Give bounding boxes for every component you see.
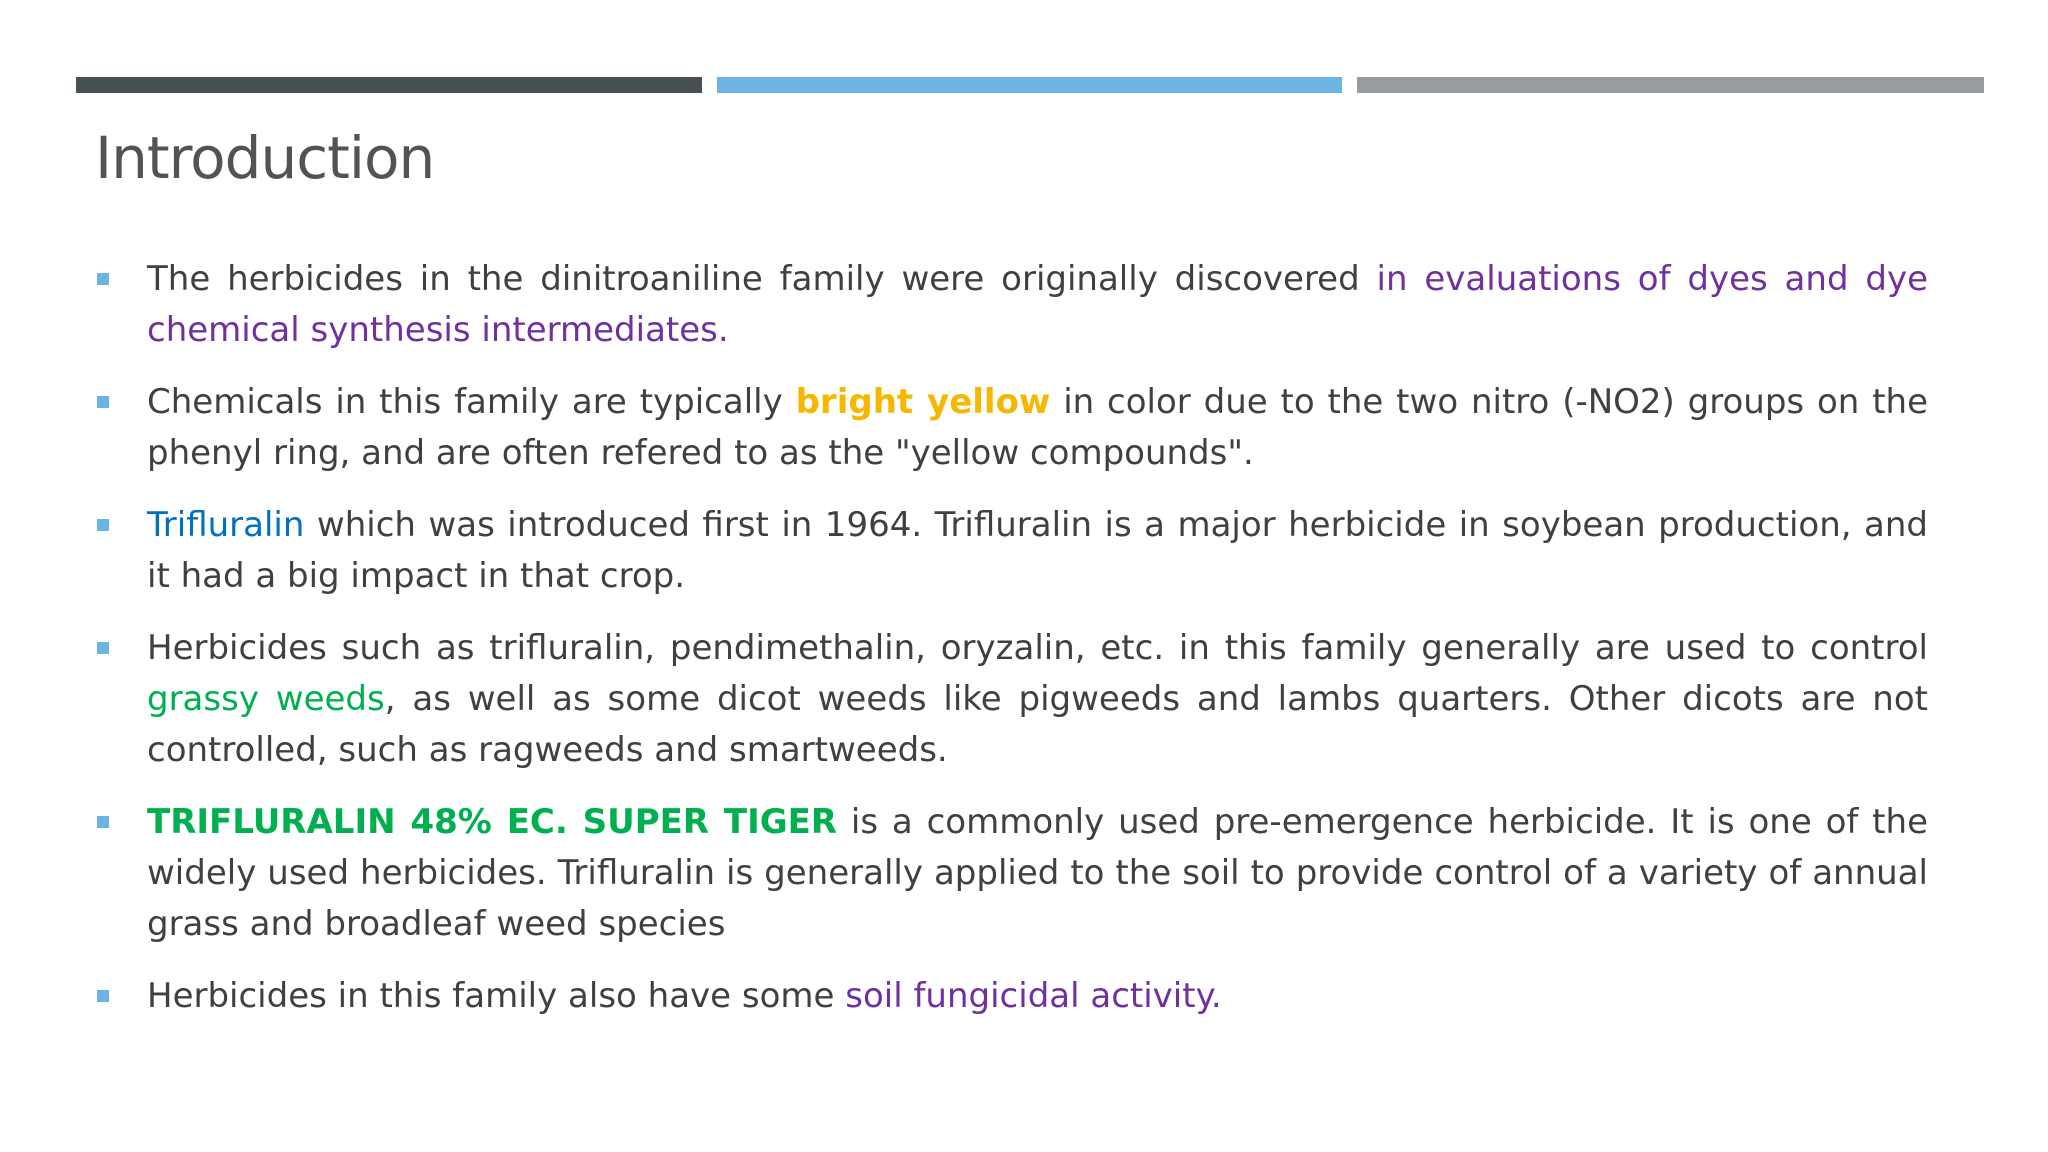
square-bullet-icon: [97, 816, 109, 828]
square-bullet-icon: [97, 273, 109, 285]
highlight-trifluralin: Trifluralin: [147, 505, 305, 545]
bullet-color: [92, 377, 1928, 479]
square-bullet-icon: [97, 519, 109, 531]
bullet-discovery: [92, 254, 1928, 356]
bullet-text: Herbicides such as trifluralin, pendimethalin, oryzalin, etc. in this family generally are used to control: [147, 628, 1928, 668]
square-bullet-icon: [97, 396, 109, 408]
square-bullet-icon: [97, 990, 109, 1002]
bullet-fungicidal: [92, 971, 1928, 1022]
highlight-dyes: in evaluations of dyes and dye chemical synthesis intermediates.: [147, 259, 1928, 350]
highlight-bright-yellow: bright yellow: [795, 382, 1051, 422]
bullet-text: in color due to the two nitro (-NO2) groups on the phenyl ring, and are often refered to as the "yellow compounds".: [147, 382, 1928, 473]
bullet-weed-control: [92, 623, 1928, 776]
bullet-text: which was introduced first in 1964. Trifluralin is a major herbicide in soybean production, and it had a big impact in that crop.: [147, 505, 1928, 596]
highlight-fungicidal: soil fungicidal activity.: [845, 976, 1222, 1016]
highlight-product-name: TRIFLURALIN 48% EC. SUPER TIGER: [147, 802, 838, 842]
bullet-text: The herbicides in the dinitroaniline family were originally discovered: [147, 259, 1377, 299]
highlight-grassy-weeds: grassy weeds: [147, 679, 385, 719]
bullet-text: , as well as some dicot weeds like pigweeds and lambs quarters. Other dicots are not controlled, such as ragweeds and smartweeds.: [147, 679, 1928, 770]
slide-title: Introduction: [95, 124, 435, 192]
accent-bar-blue: [717, 77, 1342, 93]
accent-bar-dark: [76, 77, 702, 93]
square-bullet-icon: [97, 642, 109, 654]
bullet-super-tiger: [92, 797, 1928, 950]
bullet-text: Herbicides in this family also have some: [147, 976, 846, 1016]
bullet-text: Chemicals in this family are typically: [147, 382, 796, 422]
bullet-list: [92, 254, 1928, 1043]
bullet-trifluralin: [92, 500, 1928, 602]
bullet-text: is a commonly used pre-emergence herbicide. It is one of the widely used herbicides. Trifluralin is generally applied to the soil to provide control of a variety of annual grass and broadleaf weed species: [147, 802, 1928, 944]
accent-bar-gray: [1357, 77, 1984, 93]
